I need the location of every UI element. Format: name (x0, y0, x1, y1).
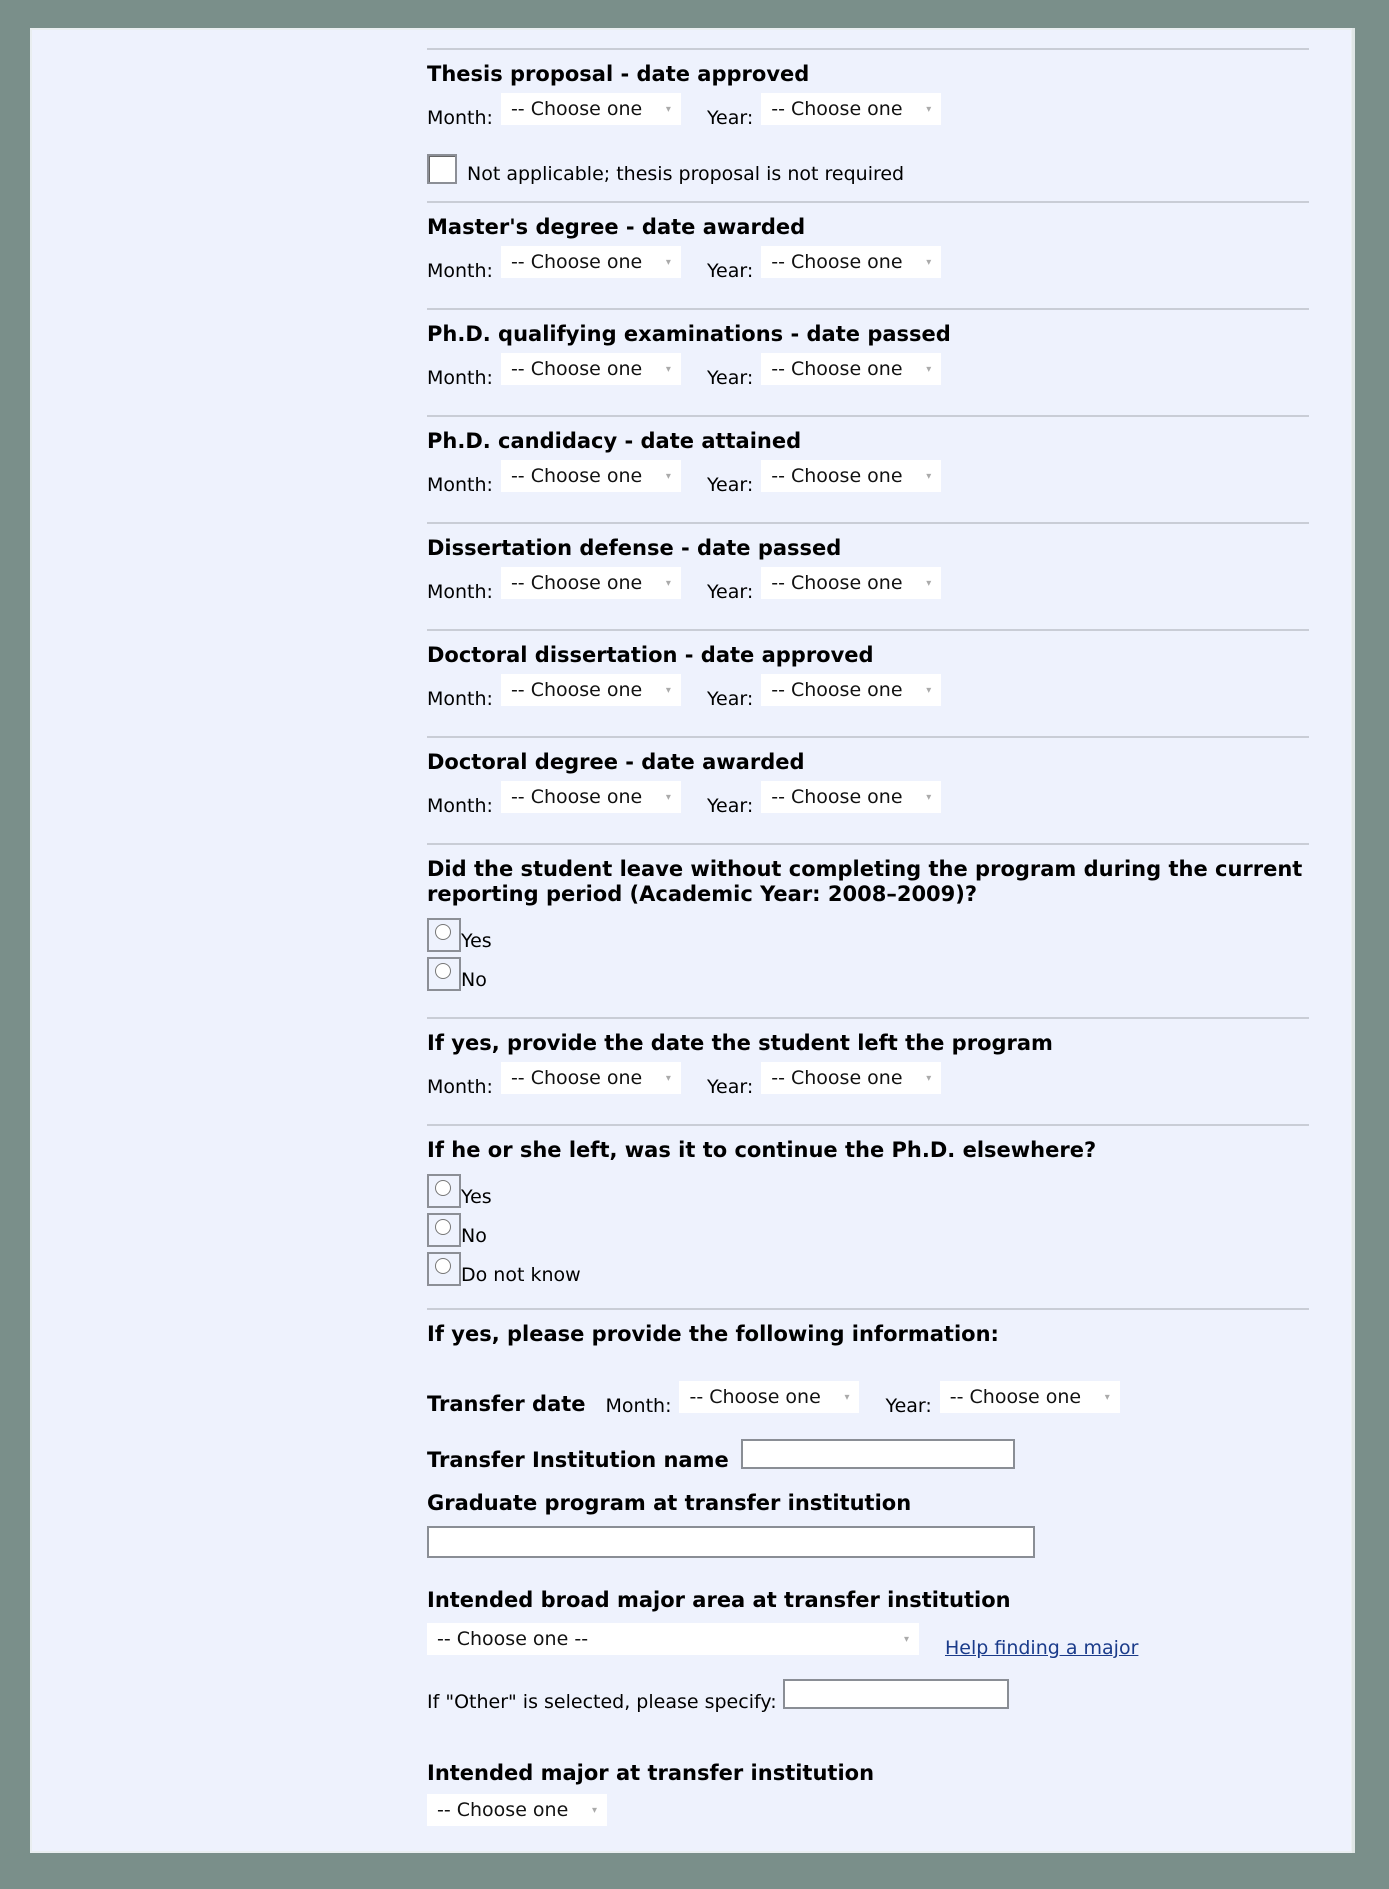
dropdown-arrow-icon: ▾ (665, 103, 671, 115)
year-label: Year: (706, 260, 754, 282)
dropdown-arrow-icon: ▾ (926, 577, 932, 589)
month-label: Month: (427, 474, 493, 496)
year-label: Year: (706, 1076, 754, 1098)
date-row (427, 571, 1309, 605)
section-heading: Doctoral dissertation - date approved (427, 643, 874, 667)
year-select[interactable] (761, 93, 941, 125)
section-heading: If yes, provide the date the student left the program (427, 1031, 1053, 1055)
form-content (427, 48, 1309, 1832)
radio-label: Do not know (461, 1264, 581, 1286)
year-select[interactable] (761, 567, 941, 599)
section-heading: Thesis proposal - date approved (427, 62, 810, 86)
transfer-section (427, 1310, 1309, 1832)
month-label: Month: (427, 107, 493, 129)
year-label: Year: (706, 581, 754, 603)
select-value: -- Choose one (437, 1799, 569, 1821)
dropdown-arrow-icon: ▾ (665, 363, 671, 375)
month-label: Month: (427, 795, 493, 817)
year-select[interactable] (761, 460, 941, 492)
select-value: -- Choose one (689, 1386, 821, 1408)
month-label: Month: (605, 1395, 672, 1417)
broad-major-select[interactable] (427, 1623, 919, 1655)
select-value: -- Choose one (510, 679, 643, 701)
transfer-date-row (427, 1383, 1309, 1419)
dropdown-arrow-icon: ▾ (844, 1391, 850, 1403)
transfer-month-select[interactable] (679, 1381, 859, 1413)
masters-section (427, 203, 1309, 308)
radio-label: No (461, 969, 487, 991)
section-heading: Master's degree - date awarded (427, 215, 806, 239)
dropdown-arrow-icon: ▾ (665, 684, 671, 696)
month-select[interactable] (501, 781, 681, 813)
radio-option-no[interactable] (427, 1208, 1309, 1247)
month-select[interactable] (501, 93, 681, 125)
leave-section (427, 845, 1309, 1017)
month-label: Month: (427, 581, 493, 603)
dropdown-arrow-icon: ▾ (665, 1072, 671, 1084)
year-select[interactable] (761, 1062, 941, 1094)
dropdown-arrow-icon: ▾ (665, 470, 671, 482)
radio-option-yes[interactable] (427, 1169, 1309, 1208)
dropdown-arrow-icon: ▾ (926, 791, 932, 803)
institution-name-input[interactable] (741, 1439, 1015, 1469)
select-value: -- Choose one (949, 1386, 1082, 1408)
month-select[interactable] (501, 674, 681, 706)
date-row (427, 785, 1309, 819)
dropdown-arrow-icon: ▾ (665, 577, 671, 589)
year-label: Year: (706, 474, 754, 496)
date-row (427, 357, 1309, 391)
date-row (427, 678, 1309, 712)
year-select[interactable] (761, 781, 941, 813)
section-heading: If yes, please provide the following information: (427, 1322, 999, 1346)
year-label: Year: (706, 367, 754, 389)
dropdown-arrow-icon: ▾ (1104, 1391, 1110, 1403)
dropdown-arrow-icon: ▾ (903, 1633, 909, 1645)
select-value: -- Choose one (510, 1067, 643, 1089)
month-select[interactable] (501, 353, 681, 385)
continue-section (427, 1126, 1309, 1308)
defense-section (427, 524, 1309, 629)
transfer-year-select[interactable] (940, 1381, 1120, 1413)
dropdown-arrow-icon: ▾ (926, 470, 932, 482)
select-value: -- Choose one (771, 251, 903, 273)
radio-button[interactable] (427, 1213, 461, 1247)
month-select[interactable] (501, 246, 681, 278)
section-heading: Doctoral degree - date awarded (427, 750, 805, 774)
dropdown-arrow-icon: ▾ (926, 256, 932, 268)
month-label: Month: (427, 260, 493, 282)
thesis-proposal-section (427, 50, 1309, 185)
select-value: -- Choose one (771, 679, 903, 701)
section-heading: Ph.D. candidacy - date attained (427, 429, 802, 453)
radio-label: Yes (461, 1186, 492, 1208)
select-value: -- Choose one -- (437, 1628, 589, 1650)
select-value: -- Choose one (771, 98, 903, 120)
select-value: -- Choose one (510, 98, 643, 120)
year-select[interactable] (761, 246, 941, 278)
month-label: Month: (427, 688, 493, 710)
year-select[interactable] (761, 353, 941, 385)
section-heading: If he or she left, was it to continue the Ph.D. elsewhere? (427, 1138, 1097, 1162)
select-value: -- Choose one (771, 358, 903, 380)
radio-option-no[interactable] (427, 952, 1309, 991)
continue-radio-group (427, 1169, 1309, 1286)
dropdown-arrow-icon: ▾ (926, 1072, 932, 1084)
year-label: Year: (885, 1395, 932, 1417)
radio-button[interactable] (427, 1252, 461, 1286)
not-applicable-row (427, 153, 1309, 185)
help-finding-major-link[interactable]: Help finding a major (945, 1637, 1139, 1659)
broad-major-label: Intended broad major area at transfer institution (427, 1588, 1011, 1612)
year-label: Year: (706, 107, 754, 129)
graduate-program-input[interactable] (427, 1526, 1035, 1558)
radio-label: No (461, 1225, 487, 1247)
dropdown-arrow-icon: ▾ (665, 791, 671, 803)
year-label: Year: (706, 795, 754, 817)
select-value: -- Choose one (510, 786, 643, 808)
dropdown-arrow-icon: ▾ (591, 1804, 597, 1816)
month-label: Month: (427, 367, 493, 389)
institution-label: Transfer Institution name (427, 1448, 729, 1472)
dropdown-arrow-icon: ▾ (926, 684, 932, 696)
select-value: -- Choose one (510, 572, 643, 594)
radio-label: Yes (461, 930, 492, 952)
section-heading: Did the student leave without completing the program during the current reporting period (Academic Year: 2008–2009)? (427, 857, 1303, 906)
not-applicable-checkbox[interactable] (427, 154, 457, 184)
date-row (427, 1066, 1309, 1100)
select-value: -- Choose one (771, 465, 903, 487)
candidacy-section (427, 417, 1309, 522)
select-value: -- Choose one (510, 465, 643, 487)
other-specify-input[interactable] (783, 1679, 1009, 1709)
radio-option-do-not-know[interactable] (427, 1247, 1309, 1286)
month-select[interactable] (501, 567, 681, 599)
dropdown-arrow-icon: ▾ (926, 363, 932, 375)
radio-button[interactable] (427, 1174, 461, 1208)
dissertation-section (427, 631, 1309, 736)
major-row (427, 1794, 1309, 1832)
select-value: -- Choose one (771, 572, 903, 594)
select-value: -- Choose one (771, 786, 903, 808)
date-row (427, 97, 1309, 131)
transfer-date-label: Transfer date (427, 1392, 586, 1416)
month-select[interactable] (501, 1062, 681, 1094)
qualifying-section (427, 310, 1309, 415)
other-specify-label: If "Other" is selected, please specify: (427, 1691, 777, 1713)
program-label: Graduate program at transfer institution (427, 1491, 912, 1515)
left-date-section (427, 1019, 1309, 1124)
section-heading: Dissertation defense - date passed (427, 536, 842, 560)
radio-button[interactable] (427, 918, 461, 952)
month-label: Month: (427, 1076, 493, 1098)
year-label: Year: (706, 688, 754, 710)
broad-major-row (427, 1621, 1309, 1661)
date-row (427, 250, 1309, 284)
leave-radio-group (427, 913, 1309, 991)
radio-button[interactable] (427, 957, 461, 991)
doctoral-degree-section (427, 738, 1309, 843)
year-select[interactable] (761, 674, 941, 706)
select-value: -- Choose one (771, 1067, 903, 1089)
other-specify-row (427, 1681, 1309, 1713)
checkbox-label: Not applicable; thesis proposal is not required (467, 163, 905, 185)
major-select[interactable] (427, 1794, 607, 1826)
panel-border (1352, 28, 1355, 1853)
dropdown-arrow-icon: ▾ (665, 256, 671, 268)
radio-option-yes[interactable] (427, 913, 1309, 952)
institution-row (427, 1441, 1309, 1473)
major-label: Intended major at transfer institution (427, 1761, 875, 1785)
section-heading: Ph.D. qualifying examinations - date passed (427, 322, 951, 346)
date-row (427, 464, 1309, 498)
select-value: -- Choose one (510, 251, 643, 273)
month-select[interactable] (501, 460, 681, 492)
dropdown-arrow-icon: ▾ (926, 103, 932, 115)
select-value: -- Choose one (510, 358, 643, 380)
